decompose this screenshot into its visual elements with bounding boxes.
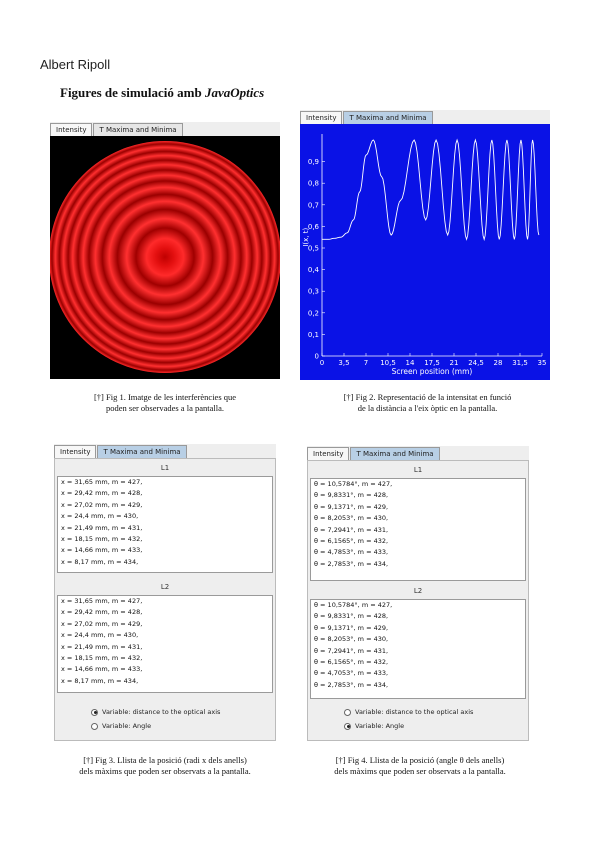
x-tick-label: 17,5 bbox=[424, 359, 440, 367]
radio-distance-label: Variable: distance to the optical axis bbox=[355, 708, 474, 716]
list-item[interactable]: θ = 8,2053°, m = 430, bbox=[314, 514, 389, 523]
list-item[interactable]: x = 31,65 mm, m = 427, bbox=[61, 478, 143, 486]
y-tick-label: 0,9 bbox=[307, 158, 319, 167]
l1-title: L1 bbox=[413, 466, 423, 474]
fig1-caption-line1: [†] Fig 1. Imatge de les interferències que bbox=[93, 392, 237, 402]
list-item[interactable]: x = 18,15 mm, m = 432, bbox=[61, 654, 143, 663]
l2-list[interactable] bbox=[310, 599, 526, 699]
variable-radio-group bbox=[308, 705, 528, 733]
x-tick-label: 31,5 bbox=[512, 359, 528, 367]
x-tick-label: 10,5 bbox=[380, 359, 396, 367]
list-item[interactable]: x = 14,66 mm, m = 433, bbox=[61, 665, 143, 674]
tab-maxima-minima[interactable]: T Maxima and Minima bbox=[343, 111, 432, 124]
author-name: Albert Ripoll bbox=[40, 57, 111, 72]
x-tick-label: 3,5 bbox=[338, 359, 350, 367]
y-tick-label: 0,2 bbox=[307, 309, 319, 318]
tab-maxima-minima[interactable]: T Maxima and Minima bbox=[350, 447, 439, 460]
fig3-caption-line1: [†] Fig 3. Llista de la posició (radi x dels anells) bbox=[83, 755, 247, 765]
list-item[interactable]: θ = 6,1565°, m = 432, bbox=[314, 658, 389, 667]
list-item[interactable]: θ = 10,5784°, m = 427, bbox=[314, 480, 393, 488]
radio-distance-label: Variable: distance to the optical axis bbox=[102, 708, 221, 716]
list-item[interactable]: θ = 2,7853°, m = 434, bbox=[314, 680, 389, 689]
list-item[interactable]: x = 24,4 mm, m = 430, bbox=[61, 631, 139, 640]
tab-intensity[interactable]: Intensity bbox=[300, 111, 342, 124]
fig4-caption-line2: dels màxims que poden ser observats a la pantalla. bbox=[334, 766, 506, 776]
y-tick-label: 0,1 bbox=[307, 330, 319, 339]
list-item[interactable]: x = 27,02 mm, m = 429, bbox=[61, 500, 143, 509]
y-tick-label: 0,8 bbox=[307, 179, 319, 188]
list-item[interactable]: θ = 9,8331°, m = 428, bbox=[314, 491, 389, 500]
l2-title: L2 bbox=[160, 583, 170, 591]
tab-maxima-minima[interactable]: T Maxima and Minima bbox=[93, 123, 182, 136]
radio-distance[interactable] bbox=[91, 705, 275, 719]
list-item[interactable]: x = 29,42 mm, m = 428, bbox=[61, 608, 143, 617]
list-item[interactable]: θ = 6,1565°, m = 432, bbox=[314, 537, 389, 546]
list-item[interactable]: x = 29,42 mm, m = 428, bbox=[61, 489, 143, 498]
list-item[interactable]: θ = 2,7853°, m = 434, bbox=[314, 559, 389, 568]
radio-angle[interactable] bbox=[344, 719, 528, 733]
y-tick-label: 0,7 bbox=[307, 201, 319, 210]
tab-intensity[interactable]: Intensity bbox=[54, 445, 96, 458]
fig1-caption bbox=[40, 392, 290, 414]
x-tick-label: 35 bbox=[537, 359, 547, 367]
y-axis-label: I(x, t) bbox=[302, 227, 310, 247]
radio-angle-label: Variable: Angle bbox=[355, 722, 405, 730]
intensity-chart bbox=[300, 124, 550, 380]
fig1-caption-line2: poden ser observades a la pantalla. bbox=[105, 403, 224, 413]
interference-image bbox=[50, 136, 280, 379]
radio-angle-label: Variable: Angle bbox=[102, 722, 152, 730]
l1-list[interactable] bbox=[57, 476, 273, 573]
interference-disc bbox=[50, 141, 280, 373]
list-item[interactable]: x = 21,49 mm, m = 431, bbox=[61, 642, 143, 651]
fig2-caption bbox=[300, 392, 555, 414]
radio-distance-dot[interactable] bbox=[344, 709, 351, 716]
l2-list[interactable] bbox=[57, 595, 273, 693]
tab-intensity[interactable]: Intensity bbox=[307, 447, 349, 460]
list-item[interactable]: θ = 10,5784°, m = 427, bbox=[314, 601, 393, 609]
list-item[interactable]: x = 31,65 mm, m = 427, bbox=[61, 597, 143, 605]
radio-angle-dot[interactable] bbox=[91, 723, 98, 730]
list-item[interactable]: θ = 8,2053°, m = 430, bbox=[314, 635, 389, 644]
list-item[interactable]: x = 21,49 mm, m = 431, bbox=[61, 523, 143, 532]
variable-radio-group bbox=[55, 705, 275, 733]
heading-emph: JavaOptics bbox=[204, 85, 265, 100]
chart-background bbox=[300, 124, 550, 380]
fig4-panel bbox=[307, 460, 529, 741]
y-tick-label: 0 bbox=[314, 352, 319, 361]
list-item[interactable]: θ = 7,2941°, m = 431, bbox=[314, 646, 389, 655]
heading-prefix: Figures de simulació amb bbox=[60, 85, 205, 100]
fig2-caption-line2: de la distància a l'eix òptic en la pantalla. bbox=[357, 403, 498, 413]
x-tick-label: 7 bbox=[363, 359, 369, 367]
fig4-tabbar bbox=[307, 446, 529, 460]
radio-angle-dot[interactable] bbox=[344, 723, 351, 730]
tab-maxima-minima[interactable]: T Maxima and Minima bbox=[97, 445, 186, 458]
list-item[interactable]: x = 18,15 mm, m = 432, bbox=[61, 535, 143, 544]
x-tick-label: 0 bbox=[319, 359, 325, 367]
x-tick-label: 28 bbox=[493, 359, 503, 367]
x-axis-label: Screen position (mm) bbox=[391, 367, 473, 376]
x-tick-label: 14 bbox=[405, 359, 415, 367]
x-tick-label: 21 bbox=[449, 359, 459, 367]
fig3-panel bbox=[54, 458, 276, 741]
list-item[interactable]: θ = 9,1371°, m = 429, bbox=[314, 502, 389, 511]
list-item[interactable]: θ = 4,7053°, m = 433, bbox=[314, 669, 389, 678]
fig1-tabbar bbox=[50, 122, 280, 136]
list-item[interactable]: θ = 9,1371°, m = 429, bbox=[314, 623, 389, 632]
list-item[interactable]: x = 24,4 mm, m = 430, bbox=[61, 512, 139, 521]
fig4-caption bbox=[295, 755, 545, 777]
interference-rings-svg bbox=[50, 136, 280, 379]
fig2-caption-line1: [†] Fig 2. Representació de la intensitat en funció bbox=[343, 392, 512, 402]
radio-distance[interactable] bbox=[344, 705, 528, 719]
page-heading bbox=[60, 85, 264, 101]
list-item[interactable]: x = 8,17 mm, m = 434, bbox=[61, 676, 139, 685]
list-item[interactable]: θ = 7,2941°, m = 431, bbox=[314, 525, 389, 534]
list-item[interactable]: x = 14,66 mm, m = 433, bbox=[61, 546, 143, 555]
tab-intensity[interactable]: Intensity bbox=[50, 123, 92, 136]
y-tick-label: 0,4 bbox=[307, 266, 319, 275]
x-tick-label: 24,5 bbox=[468, 359, 484, 367]
intensity-chart-svg bbox=[300, 124, 550, 380]
list-item[interactable]: θ = 4,7853°, m = 433, bbox=[314, 548, 389, 557]
l1-title: L1 bbox=[160, 464, 170, 472]
y-tick-label: 0,5 bbox=[307, 244, 319, 253]
fig3-caption bbox=[40, 755, 290, 777]
fig3-tabbar bbox=[54, 444, 276, 458]
list-item[interactable]: x = 27,02 mm, m = 429, bbox=[61, 619, 143, 628]
fig3-caption-line2: dels màxims que poden ser observats a la pantalla. bbox=[79, 766, 251, 776]
radio-angle[interactable] bbox=[91, 719, 275, 733]
list-item[interactable]: x = 8,17 mm, m = 434, bbox=[61, 557, 139, 566]
y-tick-label: 0,6 bbox=[307, 222, 319, 231]
fig4-caption-line1: [†] Fig 4. Llista de la posició (angle θ dels anells) bbox=[335, 755, 505, 765]
fig2-tabbar bbox=[300, 110, 550, 124]
y-tick-label: 0,3 bbox=[307, 287, 319, 296]
radio-distance-dot[interactable] bbox=[91, 709, 98, 716]
l2-title: L2 bbox=[413, 587, 423, 595]
l1-list[interactable] bbox=[310, 478, 526, 581]
list-item[interactable]: θ = 9,8331°, m = 428, bbox=[314, 612, 389, 621]
